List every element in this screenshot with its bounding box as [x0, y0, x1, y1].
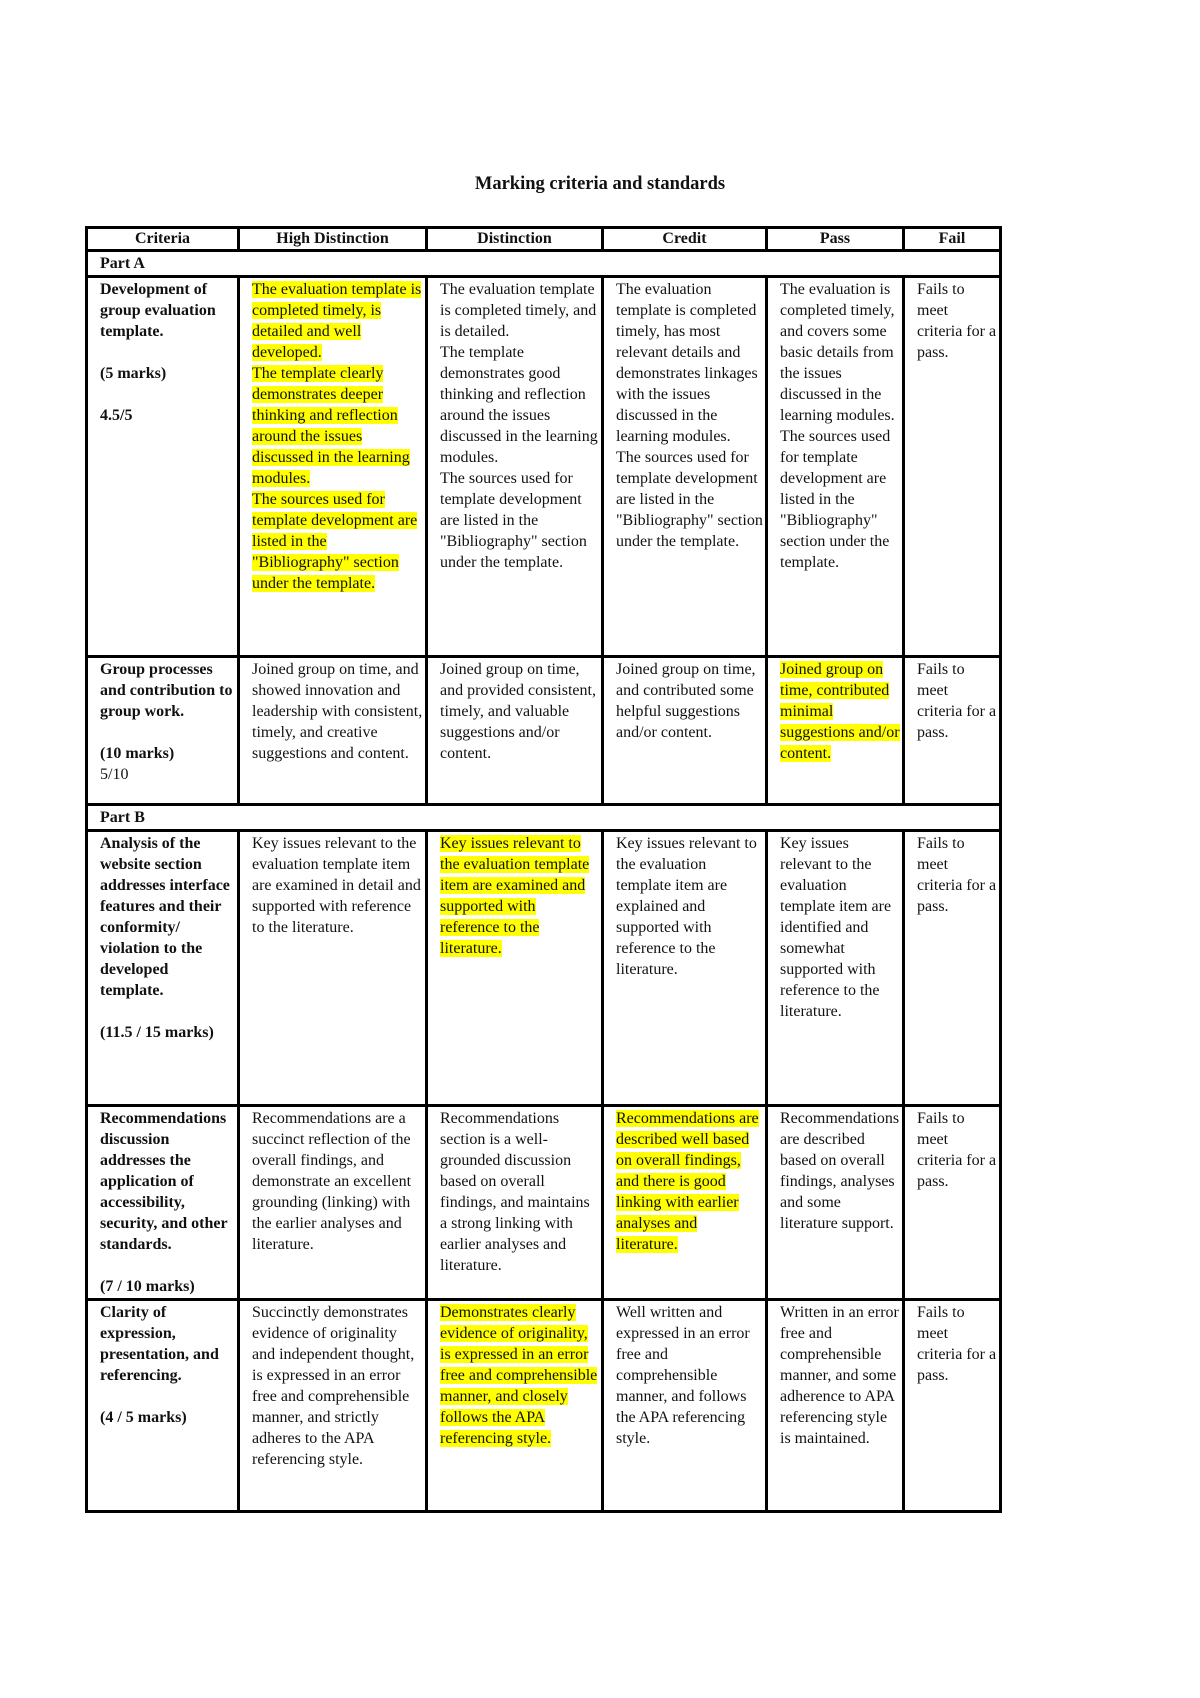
- cell-text: [917, 1110, 996, 1190]
- criteria-score: 5/10: [100, 766, 129, 783]
- cell-paragraph: The evaluation is completed timely, and covers some basic details from the issues discussed in the learning modules.: [780, 281, 895, 424]
- rubric-cell-distinction: [427, 657, 603, 805]
- criteria-score: 4.5/5: [100, 407, 133, 424]
- rubric-cell-pass: [767, 831, 904, 1106]
- cell-text: [252, 1304, 414, 1468]
- marking-criteria-table: [85, 226, 1002, 1513]
- cell-text: [440, 835, 589, 957]
- page-title: Marking criteria and standards: [474, 174, 726, 194]
- rubric-cell-fail: [904, 1300, 1001, 1512]
- criteria-row: [87, 1106, 1001, 1300]
- rubric-cell-fail: [904, 1106, 1001, 1300]
- cell-paragraph: Fails to meet criteria for a pass.: [917, 835, 997, 915]
- rubric-cell-pass: [767, 657, 904, 805]
- cell-text: [252, 835, 421, 936]
- cell-paragraph: The sources used for template development are listed in the "Bibliography" section under the template.: [616, 449, 763, 550]
- rubric-cell-high-distinction: [239, 657, 427, 805]
- rubric-cell-distinction: [427, 1300, 603, 1512]
- cell-text: [917, 661, 996, 741]
- rubric-cell-credit: [603, 1106, 767, 1300]
- cell-paragraph: The evaluation template is completed timely, is detailed and well developed.: [252, 281, 422, 361]
- cell-paragraph: Key issues relevant to the evaluation template item are examined and supported with reference to the literature.: [440, 835, 590, 957]
- criteria-cell: [87, 1106, 239, 1300]
- rubric-cell-fail: [904, 831, 1001, 1106]
- rubric-cell-credit: [603, 831, 767, 1106]
- cell-paragraph: Demonstrates clearly evidence of originality, is expressed in an error free and comprehensible manner, and closely follows the APA referencing style.: [440, 1304, 598, 1447]
- criteria-marks: (11.5 / 15 marks): [100, 1024, 214, 1041]
- criteria-row: [87, 657, 1001, 805]
- cell-text: [780, 661, 900, 762]
- criteria-row: [87, 277, 1001, 657]
- criteria-cell: [87, 1300, 239, 1512]
- cell-paragraph: Written in an error free and comprehensible manner, and some adherence to APA referencing style is maintained.: [780, 1304, 899, 1447]
- cell-paragraph: The template demonstrates good thinking and reflection around the issues discussed in the learning modules.: [440, 344, 598, 466]
- cell-text: [616, 835, 757, 978]
- rubric-cell-fail: [904, 657, 1001, 805]
- rubric-cell-fail: [904, 277, 1001, 657]
- cell-text: [616, 1304, 750, 1447]
- cell-paragraph: The sources used for template development are listed in the "Bibliography" section under the template.: [440, 470, 587, 571]
- cell-text: [440, 661, 596, 762]
- cell-paragraph: Key issues relevant to the evaluation template item are examined in detail and supported with reference to the literature.: [252, 835, 421, 936]
- cell-paragraph: Key issues relevant to the evaluation template item are identified and somewhat supported with reference to the literature.: [780, 835, 892, 1020]
- cell-text: [252, 281, 421, 592]
- cell-paragraph: Recommendations are a succinct reflection of the overall findings, and demonstrate an excellent grounding (linking) with the earlier analyses and literature.: [252, 1110, 412, 1253]
- part-row: [87, 251, 1001, 277]
- rubric-cell-high-distinction: [239, 1300, 427, 1512]
- header-credit: Credit: [603, 228, 767, 251]
- rubric-cell-pass: [767, 277, 904, 657]
- cell-paragraph: Joined group on time, and provided consistent, timely, and valuable suggestions and/or content.: [440, 661, 596, 762]
- rubric-cell-pass: [767, 1300, 904, 1512]
- rubric-cell-credit: [603, 277, 767, 657]
- header-fail: Fail: [904, 228, 1001, 251]
- cell-text: [616, 661, 756, 741]
- part-row: [87, 805, 1001, 831]
- cell-paragraph: Fails to meet criteria for a pass.: [917, 281, 997, 361]
- rubric-cell-pass: [767, 1106, 904, 1300]
- cell-paragraph: The evaluation template is completed timely, and is detailed.: [440, 281, 597, 340]
- rubric-cell-distinction: [427, 277, 603, 657]
- criteria-name: Analysis of the website section addresses interface features and their conformity/ violation to the developed template.: [100, 835, 230, 999]
- cell-text: [917, 835, 996, 915]
- part-a-label: Part A: [87, 251, 1001, 277]
- rubric-cell-credit: [603, 1300, 767, 1512]
- criteria-marks: (4 / 5 marks): [100, 1409, 187, 1426]
- cell-paragraph: The evaluation template is completed timely, has most relevant details and demonstrates linkages with the issues discussed in the learning modules.: [616, 281, 758, 445]
- criteria-name: Development of group evaluation template.: [100, 281, 216, 340]
- rubric-cell-high-distinction: [239, 1106, 427, 1300]
- cell-text: [440, 1110, 590, 1274]
- criteria-row: [87, 831, 1001, 1106]
- cell-paragraph: Key issues relevant to the evaluation template item are explained and supported with reference to the literature.: [616, 835, 757, 978]
- header-distinction: Distinction: [427, 228, 603, 251]
- cell-text: [440, 281, 598, 571]
- cell-text: [440, 1304, 597, 1447]
- cell-paragraph: Joined group on time, contributed minimal suggestions and/or content.: [780, 661, 900, 762]
- cell-paragraph: The template clearly demonstrates deeper thinking and reflection around the issues discussed in the learning modules.: [252, 365, 410, 487]
- rubric-cell-distinction: [427, 831, 603, 1106]
- rubric-cell-high-distinction: [239, 831, 427, 1106]
- rubric-cell-credit: [603, 657, 767, 805]
- cell-paragraph: Recommendations section is a well-grounded discussion based on overall findings, and maintains a strong linking with earlier analyses and literature.: [440, 1110, 590, 1274]
- cell-paragraph: Well written and expressed in an error free and comprehensible manner, and follows the APA referencing style.: [616, 1304, 750, 1447]
- cell-text: [616, 281, 763, 550]
- header-criteria: Criteria: [87, 228, 239, 251]
- cell-text: [252, 1110, 411, 1253]
- rubric-cell-distinction: [427, 1106, 603, 1300]
- rubric-cell-high-distinction: [239, 277, 427, 657]
- cell-paragraph: Fails to meet criteria for a pass.: [917, 661, 997, 741]
- criteria-name: Group processes and contribution to group work.: [100, 661, 233, 720]
- criteria-name: Clarity of expression, presentation, and referencing.: [100, 1304, 219, 1384]
- cell-paragraph: Fails to meet criteria for a pass.: [917, 1110, 997, 1190]
- criteria-cell: [87, 277, 239, 657]
- cell-text: [780, 281, 895, 571]
- header-row: [87, 228, 1001, 251]
- cell-text: [780, 835, 891, 1020]
- cell-text: [917, 1304, 996, 1384]
- cell-text: [780, 1304, 899, 1447]
- criteria-cell: [87, 831, 239, 1106]
- cell-paragraph: Recommendations are described well based on overall findings, and there is good linking with earlier analyses and literature.: [616, 1110, 759, 1253]
- header-high-distinction: High Distinction: [239, 228, 427, 251]
- cell-text: [917, 281, 996, 361]
- cell-paragraph: The sources used for template development are listed in the "Bibliography" section under the template.: [252, 491, 418, 592]
- cell-paragraph: Succinctly demonstrates evidence of originality and independent thought, is expressed in an error free and comprehensible manner, and strictly adheres to the APA referencing style.: [252, 1304, 415, 1468]
- cell-paragraph: Recommendations are described based on overall findings, analyses and some literature support.: [780, 1110, 900, 1232]
- criteria-marks: (7 / 10 marks): [100, 1278, 195, 1295]
- cell-paragraph: Joined group on time, and contributed some helpful suggestions and/or content.: [616, 661, 756, 741]
- cell-text: [780, 1110, 899, 1232]
- cell-paragraph: Fails to meet criteria for a pass.: [917, 1304, 997, 1384]
- criteria-name: Recommendations discussion addresses the application of accessibility, security, and other standards.: [100, 1110, 228, 1253]
- criteria-cell: [87, 657, 239, 805]
- criteria-row: [87, 1300, 1001, 1512]
- cell-text: [252, 661, 422, 762]
- criteria-marks: (5 marks): [100, 365, 167, 382]
- criteria-marks: (10 marks): [100, 745, 175, 762]
- cell-paragraph: The sources used for template development are listed in the "Bibliography" section under the template.: [780, 428, 891, 571]
- part-b-label: Part B: [87, 805, 1001, 831]
- cell-paragraph: Joined group on time, and showed innovation and leadership with consistent, timely, and creative suggestions and content.: [252, 661, 423, 762]
- cell-text: [616, 1110, 759, 1253]
- header-pass: Pass: [767, 228, 904, 251]
